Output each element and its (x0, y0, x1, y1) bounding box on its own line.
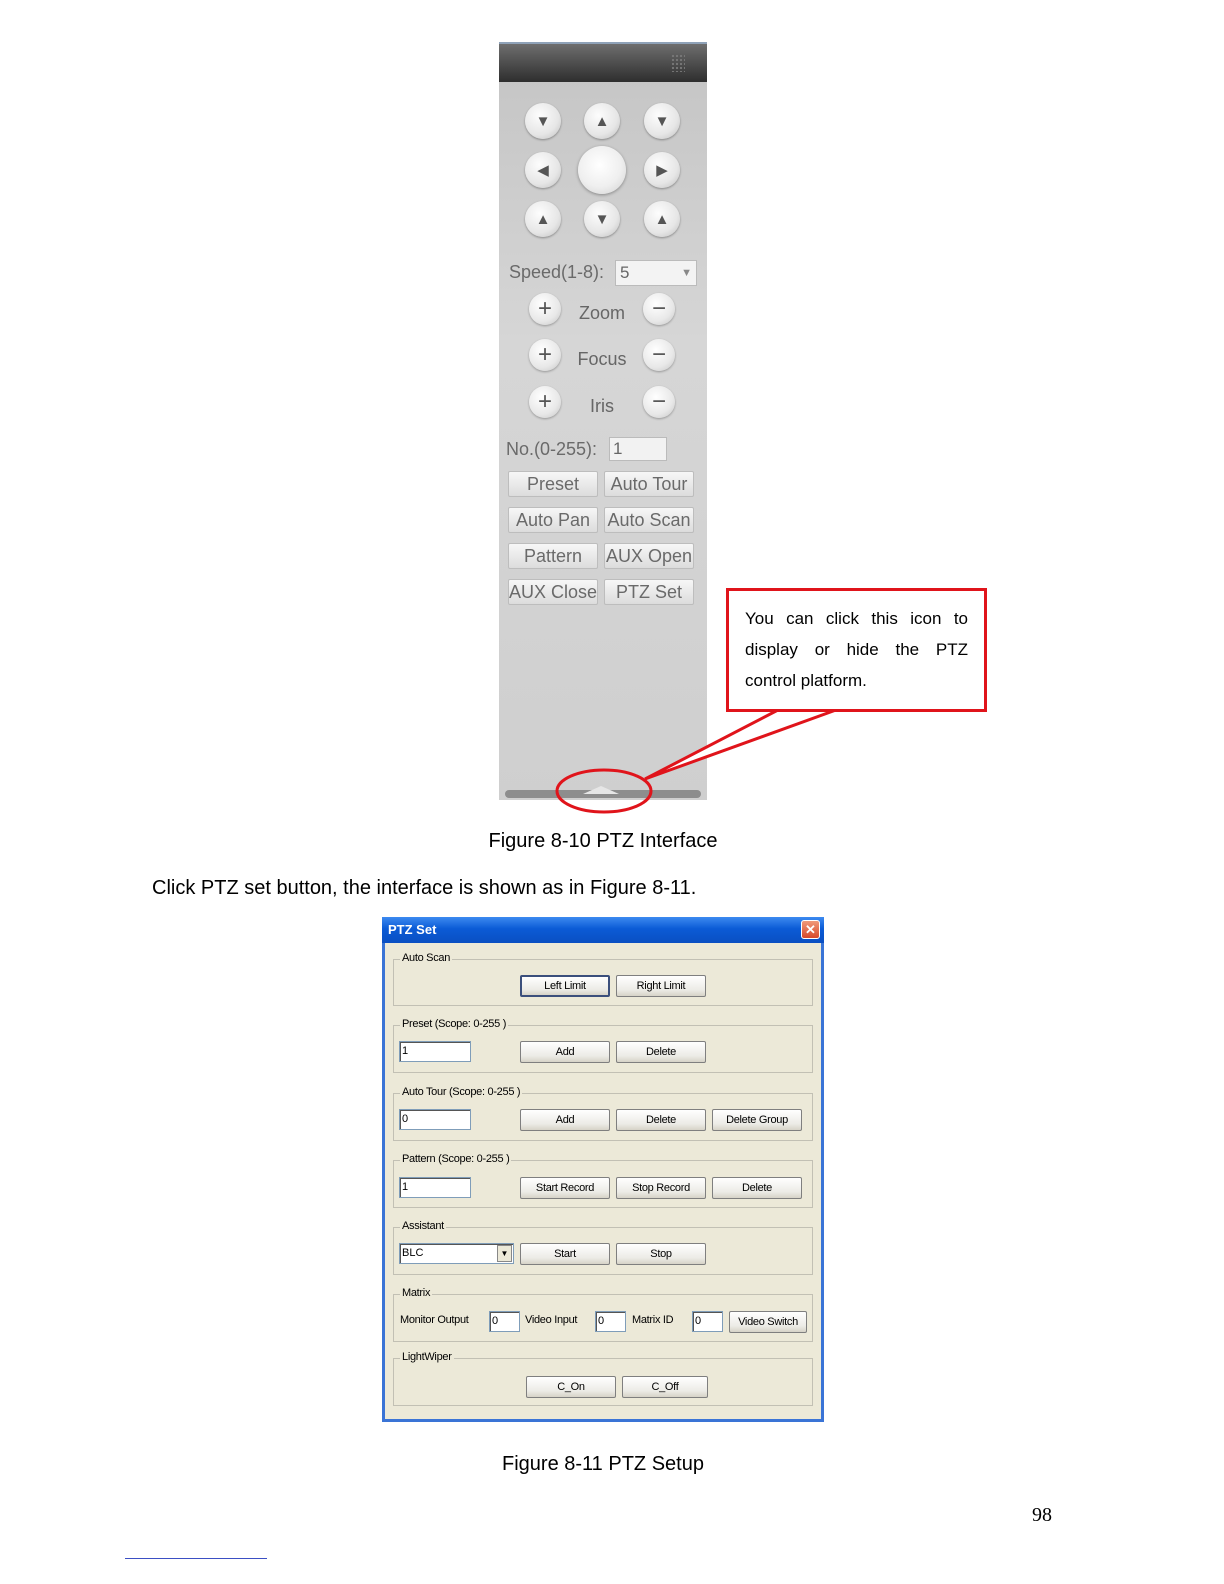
group-title: Auto Tour (Scope: 0-255 ) (402, 1086, 521, 1098)
matrix-id-input[interactable]: 0 (692, 1311, 723, 1332)
pattern-group (393, 1153, 813, 1208)
dropdown-arrow-icon[interactable]: ▼ (497, 1245, 512, 1262)
speed-value: 5 (620, 263, 630, 282)
number-label: No.(0-255): (506, 439, 598, 459)
footnote-separator (125, 1558, 267, 1559)
assistant-stop-button[interactable]: Stop (616, 1243, 706, 1265)
c-on-button[interactable]: C_On (526, 1376, 616, 1398)
preset-delete-button[interactable]: Delete (616, 1041, 706, 1063)
callout-tail (645, 710, 836, 779)
arrow-down-icon: ▼ (654, 112, 670, 130)
monitor-output-input[interactable]: 0 (489, 1311, 520, 1332)
auto-pan-button[interactable]: Auto Pan (508, 507, 598, 533)
group-title: Matrix (402, 1287, 431, 1299)
video-input-label: Video Input (525, 1314, 578, 1326)
focus-label: Focus (577, 349, 627, 369)
zoom-label: Zoom (578, 303, 625, 323)
iris-label: Iris (590, 396, 614, 416)
figure-caption: Figure 8-11 PTZ Setup (502, 1453, 704, 1475)
dropdown-arrow-icon: ▼ (681, 267, 692, 279)
arrow-down-icon: ▼ (594, 210, 610, 228)
arrow-up-icon: ▲ (654, 210, 670, 228)
body-paragraph: Click PTZ set button, the interface is shown as in Figure 8-11. (152, 877, 697, 899)
matrix-group (393, 1287, 813, 1342)
auto-tour-group (393, 1086, 813, 1141)
close-icon[interactable]: ✕ (801, 920, 820, 939)
ptz-set-dialog (382, 917, 824, 1422)
c-off-button[interactable]: C_Off (622, 1376, 708, 1398)
group-title: Assistant (402, 1220, 444, 1232)
stop-record-button[interactable]: Stop Record (616, 1177, 706, 1199)
arrow-left-icon: ◀ (537, 161, 549, 179)
assistant-start-button[interactable]: Start (520, 1243, 610, 1265)
assistant-selected-value: BLC (402, 1247, 424, 1259)
arrow-up-icon: ▲ (535, 210, 551, 228)
pattern-button[interactable]: Pattern (508, 543, 598, 569)
focus-far-button[interactable]: − (643, 339, 675, 371)
dialog-titlebar[interactable] (382, 917, 824, 943)
ptz-set-button[interactable]: PTZ Set (604, 579, 694, 605)
preset-group (393, 1018, 813, 1073)
zoom-out-button[interactable]: − (643, 293, 675, 325)
assistant-select[interactable] (399, 1243, 514, 1264)
arrow-right-icon: ▶ (656, 161, 668, 179)
left-limit-button[interactable]: Left Limit (520, 975, 610, 997)
iris-open-button[interactable]: + (529, 386, 561, 418)
light-wiper-group (393, 1351, 813, 1406)
group-title: Auto Scan (402, 952, 451, 964)
preset-add-button[interactable]: Add (520, 1041, 610, 1063)
auto-scan-group (393, 952, 813, 1006)
figure-caption: Figure 8-10 PTZ Interface (488, 830, 718, 852)
video-switch-button[interactable]: Video Switch (729, 1311, 807, 1333)
monitor-output-label: Monitor Output (400, 1314, 469, 1326)
start-record-button[interactable]: Start Record (520, 1177, 610, 1199)
arrow-up-icon: ▲ (594, 112, 610, 130)
preset-button[interactable]: Preset (508, 471, 598, 497)
auto-tour-delete-button[interactable]: Delete (616, 1109, 706, 1131)
dialog-body (385, 943, 821, 1419)
right-limit-button[interactable]: Right Limit (616, 975, 706, 997)
video-input-input[interactable]: 0 (595, 1311, 626, 1332)
number-input[interactable]: 1 (609, 437, 667, 461)
arrow-down-icon: ▼ (535, 112, 551, 130)
pattern-number-input[interactable]: 1 (399, 1177, 471, 1198)
pattern-delete-button[interactable]: Delete (712, 1177, 802, 1199)
group-title: Pattern (Scope: 0-255 ) (402, 1153, 510, 1165)
auto-tour-button[interactable]: Auto Tour (604, 471, 694, 497)
page-number: 98 (1032, 1504, 1052, 1526)
focus-near-button[interactable]: + (529, 339, 561, 371)
group-title: LightWiper (402, 1351, 452, 1363)
delete-group-button[interactable]: Delete Group (712, 1109, 802, 1131)
auto-tour-number-input[interactable]: 0 (399, 1109, 471, 1130)
aux-close-button[interactable]: AUX Close (508, 579, 598, 605)
callout-box: You can click this icon to display or hide the PTZ control platform. (726, 588, 987, 712)
matrix-id-label: Matrix ID (632, 1314, 674, 1326)
group-title: Preset (Scope: 0-255 ) (402, 1018, 507, 1030)
auto-scan-button[interactable]: Auto Scan (604, 507, 694, 533)
preset-number-input[interactable]: 1 (399, 1041, 471, 1062)
dialog-title: PTZ Set (388, 922, 437, 937)
speed-label: Speed(1-8): (509, 262, 605, 282)
aux-open-button[interactable]: AUX Open (604, 543, 694, 569)
iris-close-button[interactable]: − (643, 386, 675, 418)
auto-tour-add-button[interactable]: Add (520, 1109, 610, 1131)
zoom-in-button[interactable]: + (529, 293, 561, 325)
highlight-circle (557, 770, 651, 812)
assistant-group (393, 1220, 813, 1275)
